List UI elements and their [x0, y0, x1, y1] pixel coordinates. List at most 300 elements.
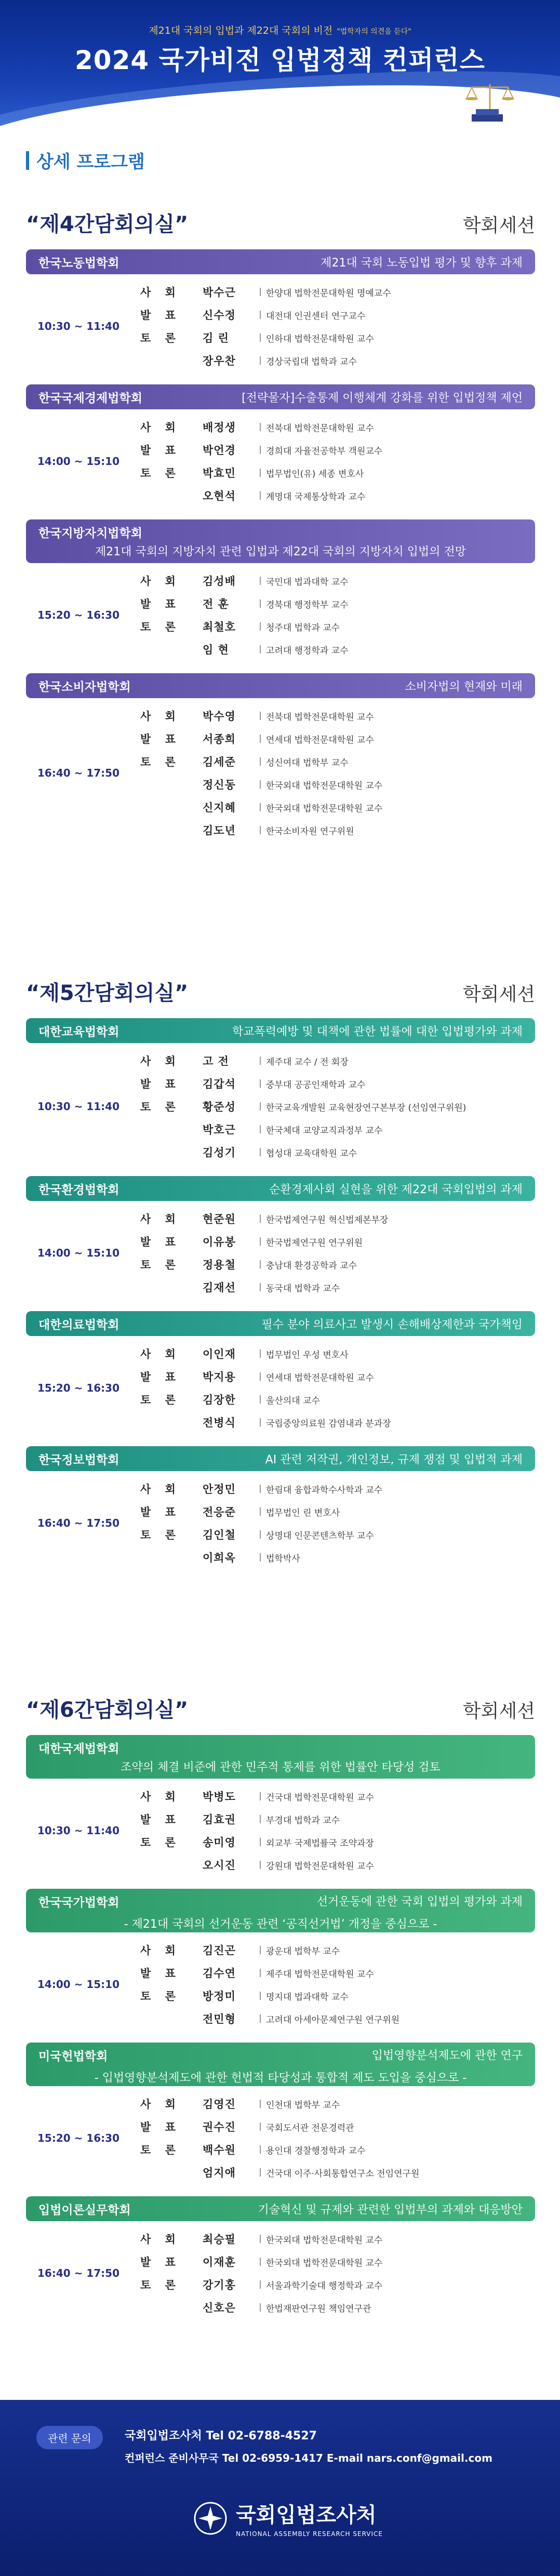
participant-row: [140, 2008, 399, 2029]
participant-name: 김도년: [203, 824, 236, 837]
participant-name: 김 린: [203, 332, 229, 344]
participant-role: 발 표: [140, 444, 181, 457]
session-time: 10:30 ~ 11:40: [37, 320, 120, 332]
participant-role: 토 론: [140, 332, 181, 344]
society-name: 한국소비자법학회: [38, 680, 131, 694]
divider: [260, 780, 261, 789]
header-subtitle: [0, 23, 560, 37]
nars-logo: [192, 2499, 383, 2538]
society-name: 대한의료법학회: [38, 1318, 119, 1332]
participant-name: 김영진: [203, 2098, 236, 2111]
divider: [260, 1079, 261, 1088]
participant-role: 토 론: [140, 1990, 181, 2003]
participant-affiliation: 한림대 융합과학수사학과 교수: [266, 1485, 383, 1496]
participant-name: 박호근: [203, 1124, 236, 1136]
session-band: [26, 249, 535, 274]
session-band: [26, 1446, 535, 1471]
session-topic: 소비자법의 현재와 미래: [405, 680, 523, 693]
participant-name: 김갑석: [203, 1078, 236, 1090]
divider: [260, 288, 261, 296]
participant-role: 사 회: [140, 575, 181, 588]
participant-affiliation: 청주대 법학과 교수: [266, 622, 340, 633]
divider: [260, 757, 261, 766]
session-time: 16:40 ~ 17:50: [37, 1517, 120, 1529]
participant-role: 발 표: [140, 2256, 181, 2268]
participant-row: [140, 820, 354, 840]
participant-row: [140, 1547, 300, 1568]
participant-role: 발 표: [140, 1813, 181, 1826]
participant-affiliation: 부경대 법학과 교수: [266, 1815, 340, 1826]
divider: [260, 1485, 261, 1493]
participant-affiliation: 제주대 법학전문대학원 교수: [266, 1969, 374, 1980]
divider: [260, 1815, 261, 1823]
participant-name: 오현석: [203, 490, 236, 502]
participant-affiliation: 고려대 행정학과 교수: [266, 645, 349, 656]
participant-role: 토 론: [140, 1836, 181, 1849]
participant-affiliation: 용인대 경찰행정학과 교수: [266, 2145, 366, 2156]
participant-affiliation: 건국대 법학전문대학원 교수: [266, 1792, 374, 1803]
participant-affiliation: 고려대 아세아문제연구원 연구위원: [266, 2014, 400, 2025]
participant-affiliation: 명지대 법과대학 교수: [266, 1992, 349, 2003]
contact-line-2: 컨퍼런스 준비사무국 Tel 02-6959-1417 E-mail nars.conf@gmail.com: [125, 2452, 492, 2464]
participant-affiliation: 한국외대 법학전문대학원 교수: [266, 780, 383, 791]
divider: [260, 1530, 261, 1539]
participant-name: 박병도: [203, 1791, 236, 1803]
participant-affiliation: 법학박사: [266, 1553, 300, 1564]
participant-affiliation: 한국외대 법학전문대학원 교수: [266, 2235, 383, 2246]
participant-name: 신수정: [203, 309, 236, 322]
divider: [260, 1372, 261, 1381]
participant-affiliation: 대전대 인권센터 연구교수: [266, 311, 366, 322]
participant-affiliation: 협성대 교육대학원 교수: [266, 1148, 357, 1159]
participant-affiliation: 인하대 법학전문대학원 교수: [266, 333, 374, 344]
contact-line-1: 국회입법조사처 Tel 02-6788-4527: [125, 2430, 317, 2442]
participant-role: 사 회: [140, 2098, 181, 2111]
divider: [260, 2235, 261, 2243]
logo-english: NATIONAL ASSEMBLY RESEARCH SERVICE: [236, 2530, 383, 2538]
participant-name: 오시진: [203, 1859, 236, 1872]
participant-affiliation: 건국대 이주·사회통합연구소 전임연구원: [266, 2168, 420, 2179]
participant-name: 배정생: [203, 421, 236, 434]
participant-row: [140, 1412, 391, 1433]
participant-name: 박수근: [203, 286, 236, 299]
participant-row: [140, 1501, 340, 1522]
divider: [260, 645, 261, 653]
participant-affiliation: 전북대 법학전문대학원 교수: [266, 712, 374, 723]
session-band: [26, 1311, 535, 1336]
participant-affiliation: 국회도서관 전문경력관: [266, 2123, 354, 2133]
participant-role: 사 회: [140, 421, 181, 434]
participant-row: [140, 2297, 371, 2318]
page-title: 2024 국가비전 입법정책 컨퍼런스: [75, 45, 485, 75]
session-time: 16:40 ~ 17:50: [37, 767, 120, 779]
nars-emblem-icon: [192, 2500, 229, 2537]
participant-role: 토 론: [140, 2144, 181, 2156]
participant-role: 토 론: [140, 1259, 181, 1271]
participant-role: 발 표: [140, 1967, 181, 1980]
participant-name: 박수영: [203, 710, 236, 723]
participant-affiliation: 경희대 자율전공학부 객원교수: [266, 446, 383, 457]
participant-name: 정신동: [203, 779, 236, 791]
participant-name: 백수원: [203, 2144, 236, 2156]
divider: [260, 2303, 261, 2312]
society-name: 한국환경법학회: [38, 1183, 119, 1197]
divider: [260, 1148, 261, 1156]
participant-affiliation: 서울과학기술대 행정학과 교수: [266, 2280, 383, 2291]
divider: [260, 2280, 261, 2289]
participant-role: 발 표: [140, 1371, 181, 1383]
participant-row: [140, 2139, 365, 2160]
participant-role: 토 론: [140, 621, 181, 633]
participant-name: 장우찬: [203, 355, 236, 367]
participant-role: 토 론: [140, 467, 181, 479]
participant-name: 정용철: [203, 1259, 236, 1271]
session-time: 14:00 ~ 15:10: [37, 455, 120, 468]
room-section: [26, 1693, 535, 2314]
participant-name: 김재선: [203, 1282, 236, 1294]
participant-row: [140, 1854, 374, 1875]
participant-row: [140, 1963, 374, 1983]
participant-row: [140, 751, 349, 772]
participant-row: [140, 1208, 388, 1229]
room-name: “제5간담회의실”: [26, 981, 189, 1005]
logo-korean: 국회입법조사처: [236, 2503, 377, 2527]
room-name: “제6간담회의실”: [26, 1698, 189, 1722]
participant-affiliation: 국민대 법과대학 교수: [266, 577, 349, 588]
participant-name: 신지혜: [203, 802, 236, 814]
divider: [260, 826, 261, 834]
participant-name: 최승필: [203, 2233, 236, 2246]
divider: [260, 803, 261, 811]
session-subtopic: - 입법영향분석제도에 관한 헌법적 타당성과 통합적 제도 도입을 중심으로 -: [94, 2072, 467, 2085]
society-name: 입법이론실무학회: [38, 2203, 131, 2217]
session-subtopic: - 제21대 국회의 선거운동 관련 ‘공직선거법’ 개정을 중심으로 -: [124, 1918, 437, 1931]
participant-name: 방정미: [203, 1990, 236, 2003]
society-name: 한국정보법학회: [38, 1453, 119, 1467]
participant-row: [140, 2162, 419, 2183]
participant-name: 김효권: [203, 1813, 236, 1826]
participant-affiliation: 한국외대 법학전문대학원 교수: [266, 803, 383, 814]
participant-name: 박효민: [203, 467, 236, 479]
participant-affiliation: 제주대 교수 / 전 회장: [266, 1057, 349, 1067]
participant-name: 엄지애: [203, 2167, 236, 2179]
participant-name: 이재훈: [203, 2256, 236, 2268]
session-topic: 학교폭력예방 및 대책에 관한 법률에 대한 입법평가와 과제: [232, 1025, 523, 1038]
divider: [260, 1125, 261, 1133]
participant-row: [140, 485, 365, 506]
participant-row: [140, 1231, 363, 1252]
participant-role: 사 회: [140, 2233, 181, 2246]
participant-row: [140, 705, 374, 726]
participant-affiliation: 국립중앙의료원 감염내과 분과장: [266, 1418, 391, 1429]
participant-row: [140, 327, 374, 348]
participant-role: 사 회: [140, 1348, 181, 1360]
participant-row: [140, 2274, 382, 2295]
divider: [260, 356, 261, 365]
section-heading: [26, 148, 145, 173]
session-topic: [전략물자]수출통제 이행체계 강화를 위한 입법정책 제언: [242, 391, 523, 405]
participant-role: 발 표: [140, 1506, 181, 1518]
participant-role: 발 표: [140, 1236, 181, 1248]
divider: [260, 1214, 261, 1223]
participant-role: 사 회: [140, 1055, 181, 1067]
participant-name: 김수연: [203, 1967, 236, 1980]
participant-affiliation: 연세대 법학전문대학원 교수: [266, 1372, 374, 1383]
participant-role: 사 회: [140, 1483, 181, 1496]
session-topic: 제21대 국회의 지방자치 관련 입법과 제22대 국회의 지방자치 입법의 전망: [95, 545, 466, 558]
participant-row: [140, 639, 349, 660]
participant-affiliation: 상명대 인문콘텐츠학부 교수: [266, 1530, 374, 1541]
divider: [260, 735, 261, 743]
participant-role: 사 회: [140, 1213, 181, 1225]
participant-affiliation: 한국법제연구원 혁신법제본부장: [266, 1214, 389, 1225]
participant-name: 이희옥: [203, 1552, 236, 1564]
participant-row: [140, 593, 349, 614]
participant-row: [140, 570, 349, 591]
subtitle-quote: "법학자의 의견을 듣다": [337, 28, 411, 36]
participant-role: 토 론: [140, 1101, 181, 1113]
participant-affiliation: 울산의대 교수: [266, 1395, 320, 1406]
room-type: 학회세션: [462, 984, 535, 1005]
session-band: [26, 1735, 535, 1779]
divider: [260, 311, 261, 319]
participant-name: 현준원: [203, 1213, 236, 1225]
divider: [260, 1395, 261, 1404]
session-time: 14:00 ~ 15:10: [37, 1247, 120, 1259]
participant-row: [140, 1389, 320, 1410]
participant-name: 박지용: [203, 1371, 236, 1383]
subtitle-text: 제21대 국회의 입법과 제22대 국회의 비전: [149, 25, 333, 36]
contact-label: 관련 문의: [36, 2426, 103, 2449]
participant-name: 권수진: [203, 2121, 236, 2133]
participant-role: 사 회: [140, 710, 181, 723]
session-band: [26, 1176, 535, 1201]
participant-affiliation: 충남대 환경공학과 교수: [266, 1260, 357, 1271]
participant-row: [140, 1050, 349, 1071]
participant-name: 강기홍: [203, 2279, 236, 2291]
participant-name: 전병식: [203, 1417, 236, 1429]
participant-affiliation: 외교부 국제법률국 조약과장: [266, 1838, 374, 1849]
session-band: [26, 1889, 535, 1932]
participant-role: 발 표: [140, 309, 181, 322]
participant-name: 김성배: [203, 575, 236, 588]
participant-name: 김인철: [203, 1529, 236, 1541]
participant-role: 발 표: [140, 2121, 181, 2133]
divider: [260, 622, 261, 631]
participant-name: 박언경: [203, 444, 236, 457]
divider: [260, 1946, 261, 1954]
participant-affiliation: 전북대 법학전문대학원 교수: [266, 423, 374, 434]
participant-name: 김장한: [203, 1394, 236, 1406]
room-name: “제4간담회의실”: [26, 212, 189, 236]
participant-name: 임 현: [203, 644, 229, 656]
divider: [260, 1507, 261, 1516]
participant-row: [140, 797, 382, 818]
divider: [260, 469, 261, 477]
participant-row: [140, 1254, 357, 1275]
participant-name: 신호은: [203, 2302, 236, 2314]
participant-affiliation: 한국외대 법학전문대학원 교수: [266, 2258, 383, 2268]
divider: [260, 712, 261, 720]
participant-row: [140, 1809, 340, 1830]
participant-name: 김세준: [203, 756, 236, 768]
session-time: 16:40 ~ 17:50: [37, 2267, 120, 2279]
divider: [260, 1350, 261, 1358]
participant-row: [140, 2116, 354, 2137]
participant-affiliation: 광운대 법학부 교수: [266, 1946, 340, 1957]
participant-affiliation: 법무법인 린 변호사: [266, 1507, 340, 1518]
divider: [260, 333, 261, 342]
participant-name: 안정민: [203, 1483, 236, 1496]
participant-name: 전응준: [203, 1506, 236, 1518]
participant-row: [140, 304, 365, 325]
participant-row: [140, 1478, 382, 1499]
participant-name: 김진곤: [203, 1944, 236, 1957]
divider: [260, 1992, 261, 2000]
room-header: [26, 1693, 535, 1725]
participant-row: [140, 1524, 374, 1545]
session-time: 10:30 ~ 11:40: [37, 1824, 120, 1837]
participant-affiliation: 경상국립대 법학과 교수: [266, 356, 357, 367]
participant-name: 이인재: [203, 1348, 236, 1360]
participant-role: 발 표: [140, 1078, 181, 1090]
session-band: [26, 384, 535, 409]
participant-role: 발 표: [140, 733, 181, 745]
divider: [260, 2100, 261, 2108]
participant-row: [140, 350, 357, 371]
participant-role: 토 론: [140, 1394, 181, 1406]
room-header: [26, 208, 535, 239]
participant-affiliation: 법무법인(유) 세종 변호사: [266, 469, 364, 479]
session-band: [26, 519, 535, 563]
participant-affiliation: 한국체대 교양교직과정부 교수: [266, 1125, 383, 1136]
society-name: 한국국가법학회: [38, 1896, 119, 1910]
participant-name: 김성기: [203, 1146, 236, 1159]
participant-row: [140, 1832, 374, 1852]
society-name: 대한국제법학회: [38, 1742, 119, 1756]
participant-role: 토 론: [140, 1529, 181, 1541]
participant-role: 사 회: [140, 1944, 181, 1957]
participant-affiliation: 계명대 국제통상학과 교수: [266, 491, 366, 502]
society-name: 미국헌법학회: [38, 2050, 108, 2063]
session-time: 10:30 ~ 11:40: [37, 1100, 120, 1113]
session-band: [26, 673, 535, 698]
participant-row: [140, 439, 382, 460]
participant-role: 사 회: [140, 1791, 181, 1803]
session-time: 15:20 ~ 16:30: [37, 1382, 120, 1394]
divider: [260, 1838, 261, 1846]
session-topic: 입법영향분석제도에 관한 연구: [371, 2049, 523, 2062]
participant-row: [140, 728, 374, 749]
participant-row: [140, 774, 382, 795]
participant-row: [140, 462, 364, 483]
participant-affiliation: 연세대 법학전문대학원 교수: [266, 735, 374, 745]
participant-affiliation: 인천대 법학부 교수: [266, 2100, 340, 2111]
session-topic: 선거운동에 관한 국회 입법의 평가와 과제: [316, 1896, 523, 1908]
room-type: 학회세션: [462, 215, 535, 236]
session-time: 14:00 ~ 15:10: [37, 1978, 120, 1991]
section-label: 상세 프로그램: [36, 152, 145, 172]
divider: [260, 2168, 261, 2177]
session-time: 15:20 ~ 16:30: [37, 2132, 120, 2144]
header-banner: [0, 0, 560, 140]
participant-affiliation: 한법재판연구원 책임연구관: [266, 2303, 371, 2314]
participant-row: [140, 2093, 340, 2114]
participant-row: [140, 1366, 374, 1387]
participant-affiliation: 한국법제연구원 연구위원: [266, 1237, 363, 1248]
participant-row: [140, 1142, 357, 1163]
divider: [260, 577, 261, 585]
participant-name: 전 훈: [203, 598, 229, 610]
society-name: 한국노동법학회: [38, 256, 119, 270]
divider: [260, 2123, 261, 2131]
divider: [260, 1283, 261, 1291]
participant-affiliation: 동국대 법학과 교수: [266, 1283, 340, 1294]
section-bar: [26, 151, 29, 170]
participant-name: 황준성: [203, 1101, 236, 1113]
session-topic: 필수 분야 의료사고 발생시 손해배상제한과 국가책임: [261, 1318, 523, 1331]
divider: [260, 423, 261, 431]
divider: [260, 1792, 261, 1800]
participant-row: [140, 1096, 466, 1117]
society-name: 한국지방자치법학회: [38, 527, 142, 540]
divider: [260, 1102, 261, 1111]
divider: [260, 1418, 261, 1426]
participant-affiliation: 중부대 공공인재학과 교수: [266, 1079, 366, 1090]
participant-row: [140, 1277, 340, 1298]
participant-role: 토 론: [140, 2279, 181, 2291]
divider: [260, 1260, 261, 1269]
participant-name: 서종희: [203, 733, 236, 745]
session-topic: AI 관련 저작권, 개인정보, 규제 쟁점 및 입법적 과제: [265, 1453, 523, 1466]
participant-row: [140, 1343, 349, 1364]
society-name: 대한교육법학회: [38, 1025, 119, 1039]
participant-row: [140, 417, 374, 437]
participant-row: [140, 1940, 340, 1960]
divider: [260, 2014, 261, 2023]
room-type: 학회세션: [462, 1701, 535, 1722]
participant-name: 최철호: [203, 621, 236, 633]
divider: [260, 446, 261, 454]
scale-of-justice-icon: [461, 78, 524, 125]
participant-row: [140, 1119, 382, 1140]
participant-affiliation: 성신여대 법학부 교수: [266, 757, 349, 768]
participant-role: 사 회: [140, 286, 181, 299]
room-section: [26, 208, 535, 837]
participant-row: [140, 2228, 382, 2249]
session-band: [26, 1018, 535, 1043]
participant-role: 토 론: [140, 756, 181, 768]
divider: [260, 491, 261, 500]
participant-row: [140, 282, 391, 302]
participant-name: 전민형: [203, 2013, 236, 2025]
participant-name: 이유봉: [203, 1236, 236, 1248]
session-band: [26, 2196, 535, 2221]
divider: [260, 1969, 261, 1977]
divider: [260, 1237, 261, 1246]
participant-name: 고 전: [203, 1055, 229, 1067]
divider: [260, 1553, 261, 1561]
divider: [260, 2145, 261, 2154]
session-time: 15:20 ~ 16:30: [37, 609, 120, 621]
participant-affiliation: 한양대 법학전문대학원 명예교수: [266, 288, 391, 299]
participant-name: 송미영: [203, 1836, 236, 1849]
participant-row: [140, 616, 340, 637]
participant-row: [140, 1073, 365, 1094]
session-band: [26, 2043, 535, 2086]
participant-affiliation: 강원대 법학전문대학원 교수: [266, 1861, 374, 1872]
divider: [260, 2258, 261, 2266]
